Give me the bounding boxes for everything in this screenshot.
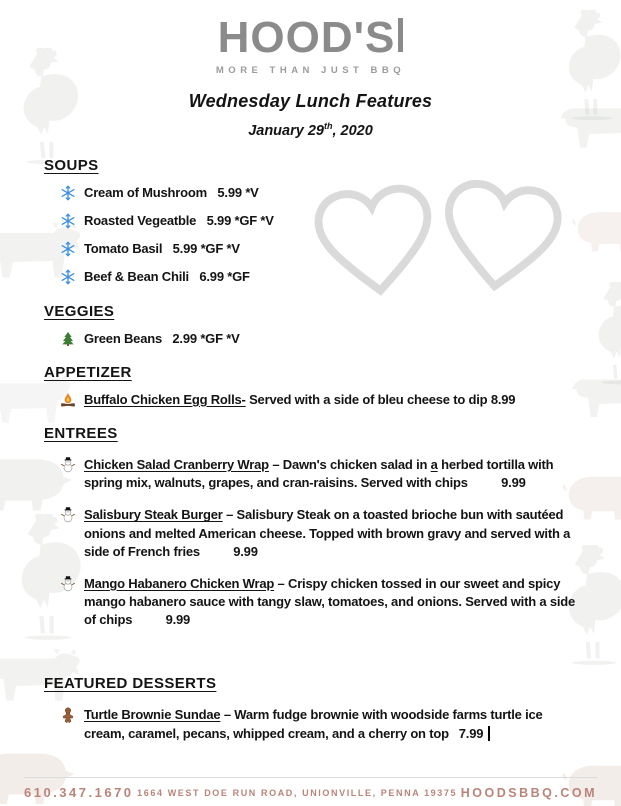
item-description: Salisbury Steak on a toasted brioche bun with sautéed onions and melted American cheese. Topped with brown gravy and served with a side of French fries bbox=[84, 507, 571, 559]
item-dash: – bbox=[223, 707, 231, 723]
item-price: 9.99 bbox=[233, 543, 258, 559]
item-name: Green Beans bbox=[84, 330, 163, 346]
evergreen-tree-icon bbox=[60, 331, 76, 347]
item-description-underlined-word: a bbox=[430, 456, 438, 472]
campfire-icon bbox=[60, 392, 76, 408]
section-heading-soups: SOUPS bbox=[44, 156, 99, 174]
date-line bbox=[44, 121, 577, 139]
item-description: Warm fudge brownie with woodside farms turtle ice cream, caramel, pecans, whipped cream, and a cherry on top bbox=[84, 707, 543, 741]
item-name: Buffalo Chicken Egg Rolls- bbox=[84, 391, 246, 407]
footer-address: 1664 WEST DOE RUN ROAD, UNIONVILLE, PENNA 19375 bbox=[137, 787, 458, 798]
item-price: 2.99 *GF *V bbox=[172, 330, 240, 346]
menu-item-row bbox=[44, 212, 577, 230]
item-price: 5.99 *V bbox=[217, 184, 259, 200]
item-name: Tomato Basil bbox=[84, 241, 163, 257]
item-name: Salisbury Steak Burger bbox=[84, 507, 223, 523]
date-year: , 2020 bbox=[332, 122, 373, 139]
item-name: Beef & Bean Chili bbox=[84, 269, 189, 285]
menu-item-row bbox=[44, 268, 577, 286]
item-price: 7.99 bbox=[458, 725, 484, 741]
item-description: Crispy chicken tossed in our sweet and spicy mango habanero sauce with tangy slaw, tomatoes, and onions. Served with a side of chips bbox=[84, 575, 576, 628]
section-heading-appetizer: APPETIZER bbox=[44, 363, 132, 381]
item-price: 9.99 bbox=[165, 612, 191, 628]
footer-website: HOODSBBQ.COM bbox=[460, 785, 597, 800]
item-dash: – bbox=[226, 507, 234, 523]
snowman-icon bbox=[60, 507, 76, 523]
item-dash: – bbox=[272, 456, 280, 472]
item-description: herbed tortilla with spring mix, walnuts, grapes, and cran-raisins. Served with chips bbox=[84, 456, 554, 491]
logo-wordmark: HOOD'S bbox=[217, 13, 396, 62]
menu-item-row bbox=[44, 391, 577, 409]
menu-item-row bbox=[44, 184, 577, 202]
menu-item-row bbox=[44, 506, 577, 561]
snowflake-icon bbox=[60, 213, 76, 229]
page-title: Wednesday Lunch Features bbox=[188, 91, 433, 111]
logo-bar bbox=[398, 18, 403, 52]
item-price: 5.99 *GF *V bbox=[206, 213, 274, 229]
snowman-icon bbox=[60, 576, 76, 592]
item-name: Roasted Vegeatble bbox=[84, 213, 197, 229]
item-dash: – bbox=[277, 575, 285, 591]
text-cursor bbox=[488, 726, 490, 741]
menu-item-row bbox=[44, 456, 577, 492]
date-ordinal: th bbox=[323, 121, 333, 131]
hoods-logo bbox=[44, 13, 577, 62]
item-name: Turtle Brownie Sundae bbox=[84, 707, 221, 723]
snowflake-icon bbox=[60, 241, 76, 257]
section-heading-veggies: VEGGIES bbox=[44, 302, 115, 320]
item-name: Mango Habanero Chicken Wrap bbox=[84, 575, 275, 591]
menu-item-row bbox=[44, 706, 577, 742]
menu-item-row bbox=[44, 330, 577, 348]
item-price: 9.99 bbox=[501, 475, 526, 491]
item-description: Served with a side of bleu cheese to dip 8.99 bbox=[249, 391, 516, 407]
item-price: 6.99 *GF bbox=[199, 269, 250, 285]
section-heading-entrees: ENTREES bbox=[44, 424, 118, 442]
section-heading-featured-desserts: FEATURED DESSERTS bbox=[44, 675, 217, 693]
item-price: 5.99 *GF *V bbox=[172, 241, 240, 257]
menu-header bbox=[44, 13, 577, 139]
snowman-icon bbox=[60, 457, 76, 473]
page-footer bbox=[24, 777, 597, 800]
logo-tagline: MORE THAN JUST BBQ bbox=[215, 65, 406, 76]
item-name: Cream of Mushroom bbox=[84, 184, 208, 200]
date-main: January 29 bbox=[248, 122, 324, 139]
snowflake-icon bbox=[60, 269, 76, 285]
snowflake-icon bbox=[60, 185, 76, 201]
menu-content bbox=[0, 13, 621, 743]
item-name: Chicken Salad Cranberry Wrap bbox=[84, 456, 269, 472]
footer-phone: 610.347.1670 bbox=[24, 785, 134, 800]
item-description: Dawn's chicken salad in bbox=[282, 456, 428, 472]
menu-item-row bbox=[44, 575, 577, 630]
menu-item-row bbox=[44, 240, 577, 258]
gingerbread-man-icon bbox=[60, 707, 76, 723]
